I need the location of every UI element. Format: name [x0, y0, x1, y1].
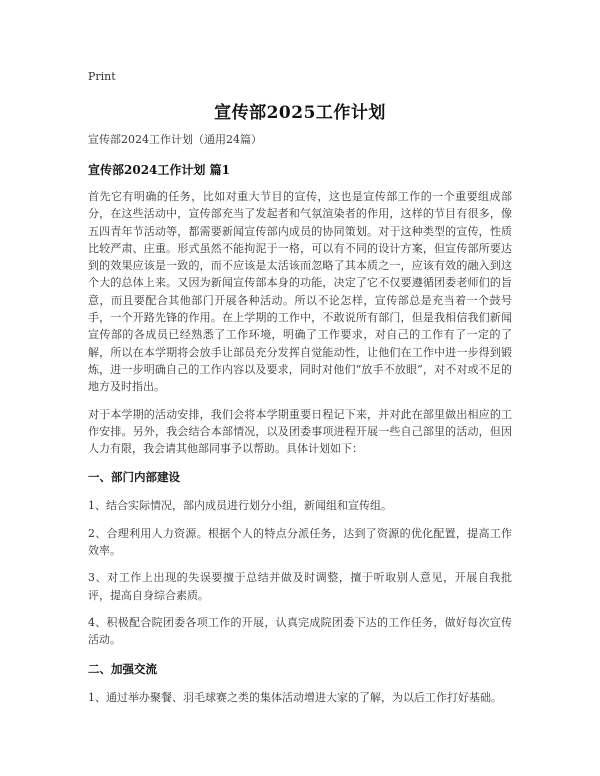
heading-communication: 二、加强交流: [88, 661, 157, 676]
paragraph-intro: 首先它有明确的任务，比如对重大节目的宣传，这也是宣传部工作的一个重要组成部分，在这些活动中，宣传部充当了发起者和气氛渲染者的作用，这样的节目有很多，像五四青年节活动等，都需要新闻宣传部内成员的协同策划。对于这种类型的宣传，性质比较严肃、庄重。形式虽然不能拘泥于一格，可以有不同的设计方案，但宣传部所要达到的效果应该是一致的，而不应该是太活该而忽略了其本质之一，应该有效的融入到这个大的总体上来。又因为新闻宣传部本身的功能，决定了它不仅要遵循团委老师们的旨意，而且要配合其他部门开展各种活动。所以不论怎样，宣传部总是充当着一个鼓号手，一个开路先锋的作用。在上学期的工作中，不敢说所有部门，但是我相信我们新闻宣传部的各成员已经熟悉了工作环境，明确了工作要求，对自己的工作有了一定的了解，所以在本学期将会放手让部员充分发挥自觉能动性，让他们在工作中进一步得到锻炼，进一步明确自己的工作内容以及要求，同时对他们“放手不放眼”，对不对或不足的地方及时指出。: [88, 190, 512, 394]
section-title: 宣传部2024工作计划 篇1: [88, 163, 230, 177]
list-item: 2、合理利用人力资源。根据个人的特点分派任务，达到了资源的优化配置，提高工作效率。: [88, 526, 512, 558]
heading-internal-building: 一、部门内部建设: [88, 470, 180, 485]
list-item: 1、结合实际情况，部内成员进行划分小组，新闻组和宣传组。: [88, 499, 392, 513]
list-item: 1、通过举办聚餐、羽毛球赛之类的集体活动增进大家的了解，为以后工作打好基础。: [88, 690, 502, 704]
paragraph-plan: 对于本学期的活动安排，我们会将本学期重要日程记下来，并对此在部里做出相应的工作安排。另外，我会结合本部情况，以及团委事项进程开展一些自己部里的活动，但因人力有限，我会请其他部同事予以帮助。具体计划如下：: [88, 407, 512, 456]
list-item: 4、积极配合院团委各项工作的开展，认真完成院团委下达的工作任务，做好每次宣传活动。: [88, 615, 512, 647]
document-subtitle: 宣传部2024工作计划（通用24篇）: [88, 133, 262, 146]
print-label[interactable]: Print: [88, 70, 116, 83]
document-body: [88, 130, 512, 716]
page-title: 宣传部2025工作计划: [214, 103, 386, 123]
list-item: 3、对工作上出现的失误要擅于总结并做及时调整，擅于听取别人意见，开展自我批评，提高自身综合素质。: [88, 571, 512, 602]
